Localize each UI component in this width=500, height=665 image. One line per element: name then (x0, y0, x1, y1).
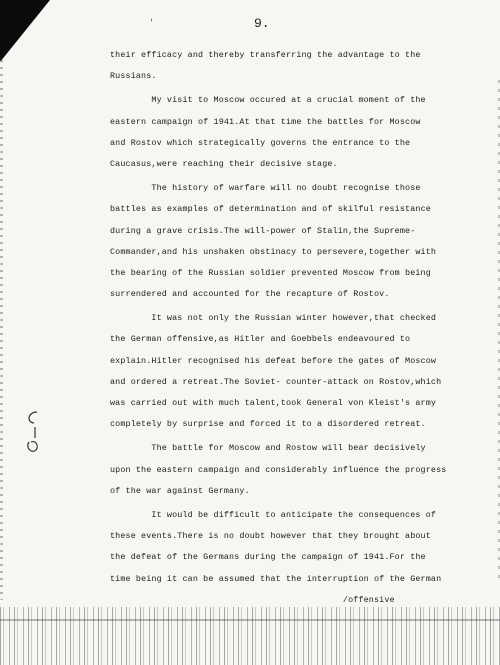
text-line: completely by surprise and forced it to a disordered retreat. (110, 419, 426, 430)
text-line: It would be difficult to anticipate the consequences of (110, 509, 437, 520)
text-line: It was not only the Russian winter however,that checked (110, 313, 437, 324)
text-line: Commander,and his unshaken obstinacy to persevere,together with (110, 246, 437, 257)
text-line: upon the eastern campaign and considerably influence the progress (110, 464, 447, 475)
left-scan-edge (0, 60, 3, 600)
text-line: and Rostov which strategically governs the entrance to the (110, 137, 411, 148)
paragraph-2 (110, 90, 488, 175)
paragraph-3 (110, 178, 488, 305)
text-line: The battle for Moscow and Rostow will bear decisively (110, 443, 426, 454)
text-line: the German offensive,as Hitler and Goebbels endeavoured to (110, 334, 411, 345)
text-line: their efficacy and thereby transferring the advantage to the (110, 50, 421, 60)
text-line: explain.Hitler recognised his defeat before the gates of Moscow (110, 355, 437, 366)
paragraph-5 (110, 438, 488, 502)
text-line: battles as examples of determination and of skilful resistance (110, 204, 431, 215)
text-line: Russians. (110, 71, 157, 82)
text-line: eastern campaign of 1941.At that time the battles for Moscow (110, 116, 421, 127)
stray-tick-mark: ' (150, 18, 153, 29)
body-text (110, 45, 488, 611)
text-line: the defeat of the Germans during the campaign of 1941.For the (110, 552, 426, 563)
text-line: during a grave crisis.The will-power of Stalin,the Supreme- (110, 225, 416, 236)
handwritten-margin-note (22, 408, 44, 456)
text-line: My visit to Moscow occured at a crucial moment of the (110, 95, 426, 106)
scan-noise (0, 607, 500, 665)
text-line: these events.There is no doubt however that they brought about (110, 531, 431, 542)
text-line: and ordered a retreat.The Soviet- counter-attack on Rostov,which (110, 376, 442, 387)
text-line: the bearing of the Russian soldier prevented Moscow from being (110, 267, 431, 278)
text-line: /offensive (110, 594, 395, 605)
text-line: surrendered and accounted for the recapture of Rostov. (110, 289, 390, 300)
text-line: time being it can be assumed that the interruption of the German (110, 573, 442, 584)
text-line: The history of warfare will no doubt recognise those (110, 183, 421, 194)
paragraph-4 (110, 308, 488, 435)
corner-shadow (0, 0, 50, 62)
text-line: of the war against Germany. (110, 485, 250, 496)
page-number: 9. (254, 16, 270, 31)
paragraph-6 (110, 505, 488, 590)
text-line: was carried out with much talent,took General von Kleist's army (110, 398, 437, 408)
text-line: Caucasus,were reaching their decisive stage. (110, 158, 338, 169)
paragraph-1 (110, 45, 488, 87)
